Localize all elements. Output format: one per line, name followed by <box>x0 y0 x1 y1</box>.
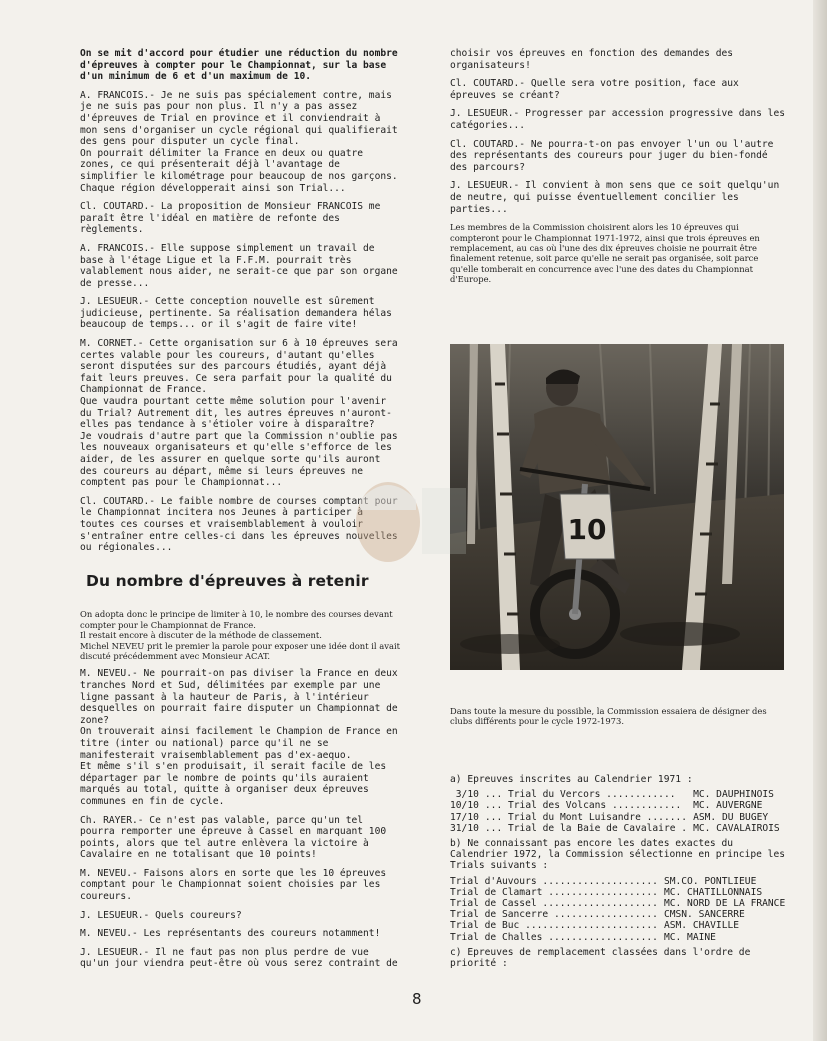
event-club: MC. AUVERGNE <box>693 800 763 812</box>
event-club: ASM. CHAVILLE <box>663 920 740 932</box>
paragraph-francois-1: A. FRANCOIS.- Je ne suis pas spécialement contre, mais je ne suis pas pour non plus. Il n'y a pas assez d'épreuves de Trial en province et il conviendrait à mon sens d'organiser un cycle régional qui qualifierait des gens pour disputer un cycle final. On pourrait délimiter la France en deux ou quatre zones, ce qui présenterait déjà l'avantage de simplifier le kilométrage pour beaucoup de nos garçons. Chaque région développerait ainsi son Trial... <box>80 89 398 194</box>
event-date: 31/10 <box>450 822 479 834</box>
paragraph-agreement: On se mit d'accord pour étudier une réduction du nombre d'épreuves à compter pour le Championnat, sur la base d'un minimum de 6 et d'un maximum de 10. <box>80 48 398 83</box>
list-item <box>450 823 780 834</box>
list-a-title: a) Epreuves inscrites au Calendrier 1971 : <box>450 774 693 785</box>
event-name: Trial de Buc ....................... <box>450 920 658 932</box>
paragraph-francois-2: A. FRANCOIS.- Elle suppose simplement un travail de base à l'étage Ligue et la F.F.M. pourrait très valablement nous aider, ne serait-ce que par son organe de presse... <box>80 242 398 289</box>
event-date: 3/10 <box>450 789 479 801</box>
paragraph-lesueur-2: J. LESUEUR.- Quels coureurs? <box>80 909 242 921</box>
watermark-face-icon <box>350 470 470 570</box>
watermark-logo <box>350 470 470 570</box>
event-club: SM.CO. PONTLIEUE <box>663 875 757 887</box>
event-name: Trial de Sancerre .................. <box>450 909 658 921</box>
event-name: Trial de Clamart ................... <box>450 886 658 898</box>
events-list <box>450 774 790 973</box>
list-c-title: c) Epreuves de remplacement classées dans l'ordre de priorité : <box>450 946 751 970</box>
photo-caption: Dans toute la mesure du possible, la Commission essaiera de désigner des clubs différents pour le cycle 1972-1973. <box>450 706 767 727</box>
paragraph-lesueur-1: J. LESUEUR.- Cette conception nouvelle est sûrement judicieuse, pertinente. Sa réalisation demandera hélas beaucoup de temps... or il s'agit de faire vite! <box>80 296 392 331</box>
section-heading: Du nombre d'épreuves à retenir <box>86 571 369 590</box>
list-b-table <box>450 876 785 943</box>
list-item <box>450 789 780 800</box>
paragraph-cornet: M. CORNET.- Cette organisation sur 6 à 10 épreuves sera certes valable pour les coureurs, d'autant qu'elles seront disputées sur des parcours étudiés, ayant déjà fait leurs preuves. Ce sera parfait pour la qualité du Championnat de France. Que vaudra pourtant cette même solution pour l'avenir du Trial? Autrement dit, les autres épreuves n'auront-elles pas tendance à s'étioler voire à disparaître? Je voudrais d'autre part que la Commission n'oublie pas les nouveaux organisateurs et qu'elle s'efforce de les aider, de les assurer en quelque sorte qu'ils auront des coureurs au départ, même si leurs épreuves ne comptent pas pour le Championnat... <box>80 338 398 489</box>
paragraph-continuation: choisir vos épreuves en fonction des demandes des organisateurs! <box>450 48 734 71</box>
paragraph-neveu-3: M. NEVEU.- Les représentants des coureurs notamment! <box>80 928 381 940</box>
right-column <box>450 48 788 292</box>
event-club: MC. CAVALAIROIS <box>693 822 780 834</box>
paragraph-lesueur-4: J. LESUEUR.- Progresser par accession progressive dans les catégories... <box>450 108 786 131</box>
list-a-table <box>450 789 780 834</box>
paragraph-coutard-3: Cl. COUTARD.- Quelle sera votre position, face aux épreuves se créant? <box>450 78 739 101</box>
event-name: ... Trial de la Baie de Cavalaire . <box>484 822 688 834</box>
event-club: CMSN. SANCERRE <box>663 909 745 921</box>
list-item <box>450 876 785 887</box>
event-name: Trial de Cassel .................... <box>450 898 658 910</box>
event-club: MC. MAINE <box>663 931 716 943</box>
paragraph-lesueur-5: J. LESUEUR.- Il convient à mon sens que ce soit quelqu'un de neutre, qui puisse éventuellement concilier les parties... <box>450 180 780 215</box>
list-b-title: b) Ne connaissant pas encore les dates exactes du Calendrier 1972, la Commission sélectionne en principe les Trials suivants : <box>450 838 786 872</box>
paragraph-lesueur-3: J. LESUEUR.- Il ne faut pas non plus perdre de vue qu'un jour viendra peut-être où vous serez contraint de <box>80 946 398 970</box>
event-club: MC. NORD DE LA FRANCE <box>663 898 786 910</box>
trial-rider-photo <box>450 344 784 670</box>
number-plate-text: 10 <box>567 513 607 546</box>
paragraph-coutard-1: Cl. COUTARD.- La proposition de Monsieur FRANCOIS me paraît être l'idéal en matière de refonte des règlements. <box>80 201 381 236</box>
event-name: Trial de Challes ................... <box>450 931 658 943</box>
paragraph-neveu-1: M. NEVEU.- Ne pourrait-on pas diviser la France en deux tranches Nord et Sud, délimitées par exemple par une ligne passant à la hauteur de Paris, à l'intérieur desquelles on pourrait faire disputer un Championnat de zone? On trouverait ainsi facilement le Champion de France en titre (inter ou national) parce qu'il ne se manifesterait vraisemblablement pas d'ex-aequo. Et même s'il s'en produisait, il serait facile de les départager par le nombre de points qu'ils auraient marqués au total, quitte à organiser deux épreuves communes en fin de cycle. <box>80 668 398 807</box>
paragraph-commission-choice: Les membres de la Commission choisirent alors les 10 épreuves qui compteront pour le Championnat 1971-1972, ainsi que trois épreuves en remplacement, au cas où l'une des dix épreuves choisie ne pourrait être finalement retenue, soit parce qu'elle ne serait pas organisée, soit parce qu'elle tomberait en concurrence avec l'une des dates du Championnat d'Europe. <box>450 222 760 285</box>
event-name: Trial d'Auvours .................... <box>450 875 658 887</box>
list-item <box>450 898 785 909</box>
page-number: 8 <box>412 990 422 1008</box>
paragraph-coutard-2: Cl. COUTARD.- Le faible nombre de courses comptant pour le Championnat incitera nos Jeunes à participer à toutes ces courses et vraisemblablement à vouloir s'entraîner entre celles-ci dans les épreuves nouvelles ou régionales... <box>80 495 398 554</box>
event-club: ASM. DU BUGEY <box>693 811 769 823</box>
list-item <box>450 909 785 920</box>
event-name: ... Trial du Mont Luisandre ....... <box>484 811 688 823</box>
list-item <box>450 812 780 823</box>
event-name: ... Trial des Volcans ............ <box>484 800 682 812</box>
page-edge <box>813 0 827 1041</box>
event-name: ... Trial du Vercors ............ <box>484 789 676 801</box>
list-item <box>450 932 785 943</box>
event-club: MC. DAUPHINOIS <box>693 789 774 801</box>
paragraph-adoption: On adopta donc le principe de limiter à 10, le nombre des courses devant compter pour le Championnat de France. Il restait encore à discuter de la méthode de classement. Michel NEVEU prit le premier la parole pour exposer une idée dont il avait discuté précédemment avec Monsieur ACAT. <box>80 609 401 661</box>
list-item <box>450 887 785 898</box>
event-date: 10/10 <box>450 800 479 812</box>
paragraph-rayer: Ch. RAYER.- Ce n'est pas valable, parce qu'un tel pourra remporter une épreuve à Cassel en marquant 100 points, alors que tel autre enlèvera la victoire à Cavalaire en ne totalisant que 10 points! <box>80 814 387 861</box>
motorcycle-trial-photo-icon <box>450 344 784 670</box>
event-date: 17/10 <box>450 811 479 823</box>
paragraph-neveu-2: M. NEVEU.- Faisons alors en sorte que les 10 épreuves comptant pour le Championnat soient choisies par les coureurs. <box>80 867 387 903</box>
paragraph-coutard-4: Cl. COUTARD.- Ne pourra-t-on pas envoyer l'un ou l'autre des représentants des coureurs pour juger du bien-fondé des parcours? <box>450 138 774 173</box>
event-club: MC. CHATILLONNAIS <box>663 886 763 898</box>
list-item <box>450 920 785 931</box>
list-item <box>450 800 780 811</box>
